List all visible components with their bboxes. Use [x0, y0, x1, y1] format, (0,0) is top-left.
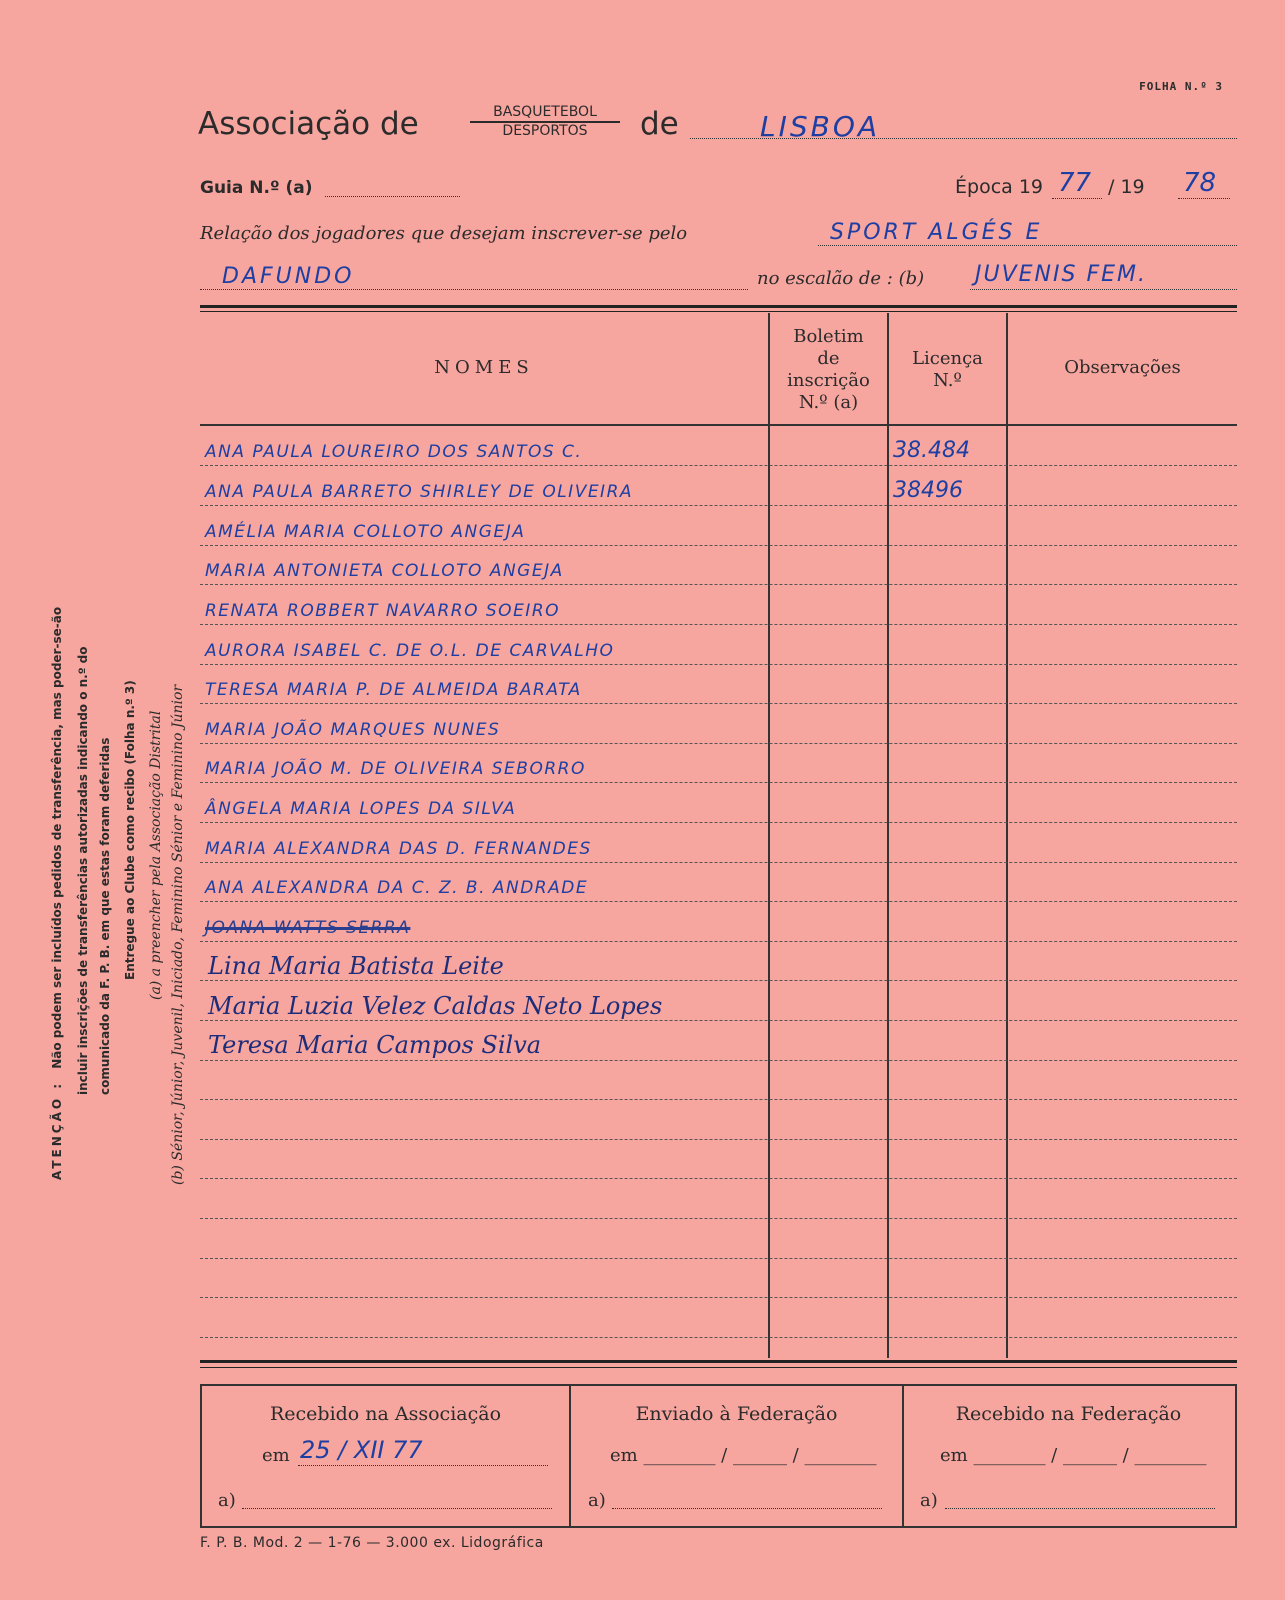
club-value-2: DAFUNDO — [222, 264, 355, 289]
recebido-assoc-em: em — [262, 1445, 290, 1466]
boletim-l1: Boletim — [793, 326, 864, 347]
col-sep-2 — [887, 313, 889, 1358]
row-line — [200, 465, 1237, 466]
table-row-name: ÂNGELA MARIA LOPES DA SILVA — [205, 799, 517, 819]
table-row-name: RENATA ROBBERT NAVARRO SOEIRO — [205, 601, 561, 621]
row-line — [200, 980, 1237, 981]
licenca-l2: N.º — [933, 370, 962, 391]
side-note-line2: incluir inscrições de transferências autorizadas indicando o n.º do — [76, 646, 90, 1095]
enviado-fed-a-line — [612, 1508, 882, 1509]
print-footer: F. P. B. Mod. 2 — 1-76 — 3.000 ex. Lidográfica — [200, 1535, 544, 1551]
recebido-assoc-a-line — [242, 1508, 552, 1509]
club-line2 — [200, 289, 748, 290]
row-line — [200, 505, 1237, 506]
row-line — [200, 545, 1237, 546]
atencao-label: ATENÇÃO : — [50, 1080, 64, 1180]
escalao-label: no escalão de : (b) — [757, 268, 925, 289]
row-line — [200, 782, 1237, 783]
table-row-name: Lina Maria Batista Leite — [208, 952, 504, 980]
escalao-line — [970, 289, 1237, 290]
row-line — [200, 1178, 1237, 1179]
row-line — [200, 743, 1237, 744]
col-sep-1 — [768, 313, 770, 1358]
row-line — [200, 1337, 1237, 1338]
epoca-start-line — [1052, 198, 1102, 199]
row-line — [200, 1060, 1237, 1061]
recebido-assoc-date-line — [298, 1465, 548, 1466]
table-row-name: MARIA ALEXANDRA DAS D. FERNANDES — [205, 839, 592, 859]
folha-number: FOLHA N.º 3 — [1139, 80, 1223, 93]
table-row-name: Maria Luzia Velez Caldas Neto Lopes — [208, 992, 663, 1020]
relacao-label: Relação dos jogadores que desejam inscrever-se pelo — [200, 223, 688, 244]
atencao-line1: Não podem ser incluídos pedidos de transferência, mas poder-se-ão — [50, 606, 64, 1069]
recebido-fed-a: a) — [920, 1490, 938, 1511]
table-row-name: ANA PAULA LOUREIRO DOS SANTOS C. — [205, 442, 583, 462]
licenca-l1: Licença — [912, 348, 983, 369]
epoca-end-line — [1178, 198, 1230, 199]
row-line — [200, 703, 1237, 704]
row-line — [200, 664, 1237, 665]
boletim-l3: inscrição — [787, 370, 870, 391]
row-line — [200, 624, 1237, 625]
recebido-fed-em: em ________ / ______ / ________ — [940, 1445, 1207, 1466]
table-row-name-struck: JOANA WATTS SERRA — [205, 918, 411, 938]
table-row-name: Teresa Maria Campos Silva — [208, 1031, 542, 1059]
boletim-l2: de — [817, 348, 840, 369]
boletim-l4: N.º (a) — [798, 392, 859, 413]
recebido-assoc-a: a) — [218, 1490, 236, 1511]
table-bottom-rule — [200, 1360, 1237, 1363]
side-note-line3: comunicado da F. P. B. em que estas foram deferidas — [98, 737, 112, 1095]
table-row-licenca: 38496 — [893, 478, 963, 503]
side-note-a: (a) a preencher pela Associação Distrital — [148, 710, 164, 1000]
epoca-label: Época 19 — [955, 176, 1043, 198]
row-line — [200, 1297, 1237, 1298]
guia-label: Guia N.º (a) — [200, 178, 313, 198]
city-value: LISBOA — [760, 110, 881, 143]
epoca-start: 77 — [1058, 168, 1092, 198]
row-line — [200, 941, 1237, 942]
enviado-fed-a: a) — [588, 1490, 606, 1511]
assoc-title: Associação de — [198, 106, 419, 142]
assoc-de: de — [640, 106, 679, 142]
table-row-name: ANA ALEXANDRA DA C. Z. B. ANDRADE — [205, 878, 589, 898]
table-row-licenca: 38.484 — [893, 438, 970, 463]
row-line — [200, 862, 1237, 863]
col-boletim-header — [770, 326, 887, 414]
club-line1 — [818, 245, 1237, 246]
row-line — [200, 822, 1237, 823]
epoca-sep: / 19 — [1108, 176, 1145, 198]
table-row-name: MARIA JOÃO MARQUES NUNES — [205, 720, 501, 740]
club-value-1: SPORT ALGÉS E — [830, 220, 1043, 245]
enviado-fed-em: em ________ / ______ / ________ — [610, 1445, 877, 1466]
table-row-name: TERESA MARIA P. DE ALMEIDA BARATA — [205, 680, 582, 700]
table-row-name: AMÉLIA MARIA COLLOTO ANGEJA — [205, 522, 526, 542]
row-line — [200, 1020, 1237, 1021]
col-licenca-header — [889, 348, 1006, 392]
epoca-end: 78 — [1183, 168, 1217, 198]
frac-top: BASQUETEBOL — [470, 104, 620, 123]
row-line — [200, 1099, 1237, 1100]
col-obs-header: Observações — [1064, 357, 1181, 378]
table-row-name: AURORA ISABEL C. DE O.L. DE CARVALHO — [205, 641, 615, 661]
table-bottom-rule-thin — [200, 1367, 1237, 1368]
table-row-name: MARIA ANTONIETA COLLOTO ANGEJA — [205, 561, 564, 581]
side-note-line4: Entregue ao Clube como recibo (Folha n.º 3) — [123, 680, 137, 980]
header-bottom-rule — [200, 424, 1237, 426]
side-note-atencao — [50, 607, 64, 1180]
recebido-fed-title: Recebido na Federação — [955, 1403, 1182, 1425]
row-line — [200, 1218, 1237, 1219]
row-line — [200, 1139, 1237, 1140]
recebido-assoc-date: 25 / XII 77 — [300, 1436, 423, 1464]
escalao-value: JUVENIS FEM. — [975, 262, 1147, 287]
recebido-assoc-title: Recebido na Associação — [269, 1403, 502, 1425]
side-note-b: (b) Sénior, Júnior, Juvenil, Iniciado, Feminino Sénior e Feminino Júnior — [170, 684, 186, 1185]
assoc-type-fraction — [470, 104, 620, 139]
recebido-fed-a-line — [945, 1508, 1215, 1509]
row-line — [200, 901, 1237, 902]
table-row-name: MARIA JOÃO M. DE OLIVEIRA SEBORRO — [205, 759, 586, 779]
table-top-rule — [200, 305, 1237, 308]
col-nomes-header: NOMES — [434, 357, 534, 378]
table-top-rule-thin — [200, 311, 1237, 312]
col-sep-3 — [1006, 313, 1008, 1358]
row-line — [200, 1258, 1237, 1259]
enviado-fed-title: Enviado à Federação — [635, 1403, 838, 1425]
row-line — [200, 584, 1237, 585]
guia-line — [325, 196, 460, 197]
frac-bottom: DESPORTOS — [502, 123, 588, 139]
table-row-name: ANA PAULA BARRETO SHIRLEY DE OLIVEIRA — [205, 482, 634, 502]
